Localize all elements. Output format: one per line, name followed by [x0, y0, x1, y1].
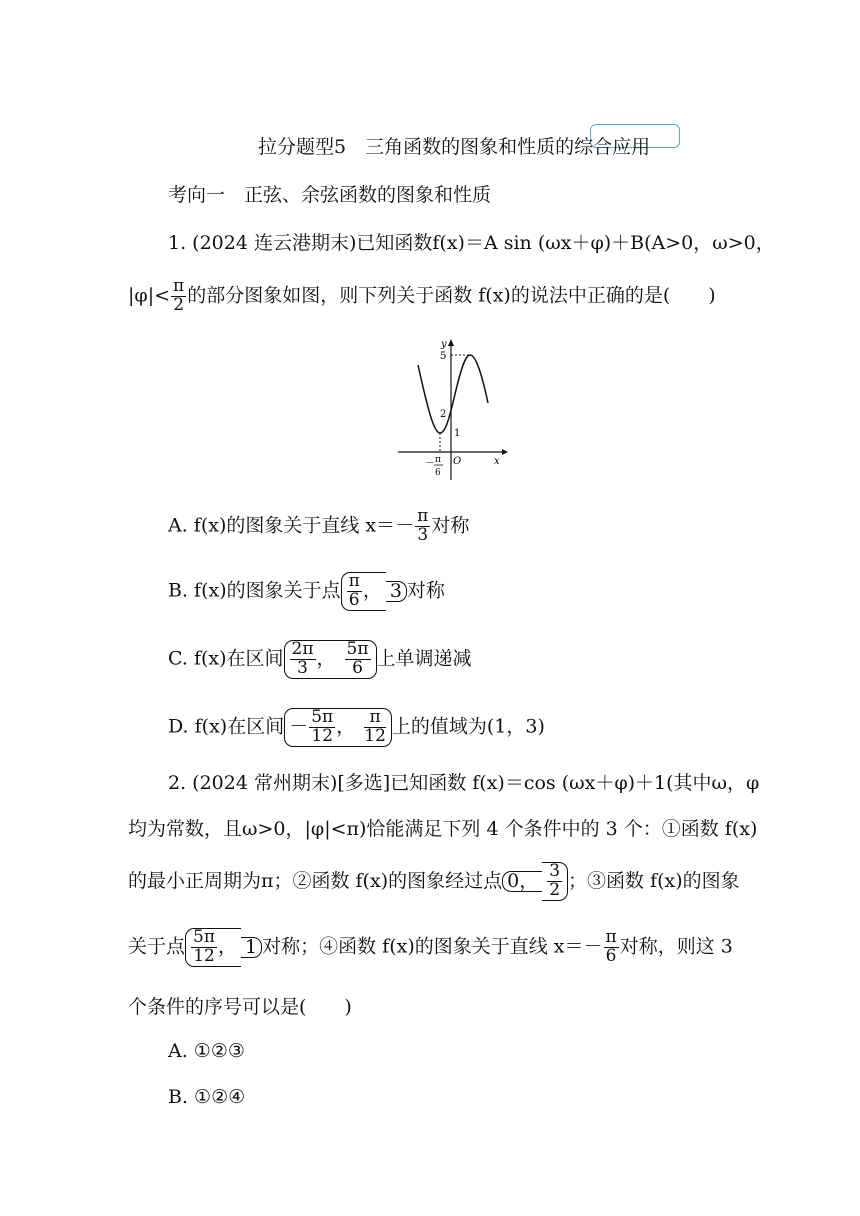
x-axis-arrow: [502, 449, 508, 455]
q1-function-graph: [390, 335, 510, 485]
q2-line5: 个条件的序号可以是( ): [128, 996, 352, 1018]
q1-option-b: B. f(x)的图象关于点 $\frac{\pi}{6}$ ， 3 对称: [168, 571, 445, 610]
tick-pi: π: [435, 455, 441, 465]
q1-line1: 1. (2024 连云港期末)已知函数f(x)＝A sin (ωx＋φ)＋B(A>0，ω>0，: [168, 232, 775, 254]
y-axis-label: y: [441, 339, 447, 350]
tick-label-5: 5: [440, 351, 447, 362]
q2-option-b: B. ①②④: [168, 1086, 246, 1108]
tick-6: 6: [435, 468, 441, 478]
q2-option-a: A. ①②③: [168, 1040, 245, 1062]
x-axis-label: x: [494, 456, 500, 467]
tick-neg-sign: －: [425, 458, 435, 469]
sine-curve: [418, 355, 488, 433]
section-heading: 考向一 正弦、余弦函数的图象和性质: [168, 184, 492, 206]
page-title: 拉分题型5 三角函数的图象和性质的综合应用: [258, 136, 651, 158]
fraction-pi-over-2: $\frac{\pi}{2}$: [173, 276, 185, 315]
origin-label: O: [453, 456, 462, 467]
y-axis-arrow: [448, 339, 454, 346]
q2-line2: 均为常数，且ω>0，|φ|<π)恰能满足下列 4 个条件中的 3 个：①函数 f(x): [128, 818, 758, 840]
q2-line3: 的最小正周期为π；②函数 f(x)的图象经过点 0， $\frac{3}{2}$ ；③函数 f(x)的图象: [128, 861, 740, 900]
q1-line2: |φ|< $\frac{\pi}{2}$ 的部分图象如图，则下列关于函数 f(x)的说法中正确的是( ): [128, 276, 716, 315]
q1-option-d: D. f(x)在区间 － $\frac{5\pi}{12}$ ， $\frac{\pi}{12}$ 上的值域为(1，3): [168, 707, 545, 746]
q1-option-a: A. f(x)的图象关于直线 x＝－ $\frac{\pi}{3}$ 对称: [168, 506, 470, 545]
q2-line4: 关于点 $\frac{5\pi}{12}$ ， 1 对称；④函数 f(x)的图象关于直线 x＝－ $\frac{\pi}{6}$ 对称，则这 3: [128, 927, 733, 966]
tick-label-1: 1: [454, 428, 461, 439]
q1-option-c: C. f(x)在区间 $\frac{2\pi}{3}$ ， $\frac{5\pi}{6}$ 上单调递减: [168, 639, 472, 678]
q2-line1: 2. (2024 常州期末)[多选]已知函数 f(x)＝cos (ωx＋φ)＋1(其中ω，φ: [168, 772, 760, 794]
tick-label-2: 2: [440, 409, 447, 420]
